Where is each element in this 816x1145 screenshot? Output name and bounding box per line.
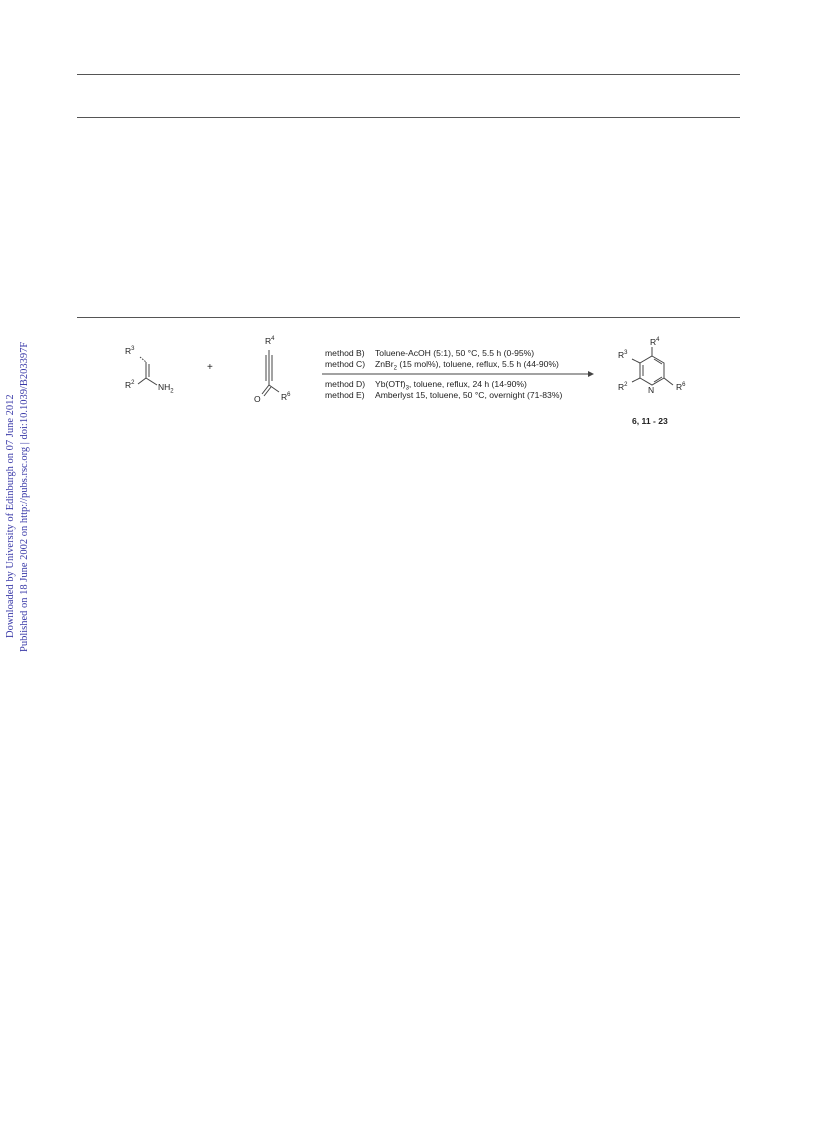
label-r4-ynone: $R^4$ (265, 336, 275, 346)
label-r3-product: $R^3$ (618, 350, 628, 360)
condition-method-e: method E) Amberlyst 15, toluene, 50 °C, overnight (71-83%) (325, 390, 563, 400)
ynone-structure (262, 350, 279, 396)
label-r2-left: $R^2$ (125, 380, 135, 390)
label-r4-product: $R^4$ (650, 337, 660, 347)
compound-label: 6, 11 - 23 (632, 416, 668, 426)
table-bottom-rule (77, 317, 740, 318)
label-r3-left: $R^3$ (125, 346, 135, 356)
label-oxygen: O (254, 394, 261, 404)
header-rule (77, 117, 740, 118)
pyridine-structure (632, 347, 673, 385)
sidebar-published-line[interactable]: Published on 18 June 2002 on http://pubs.rsc.org | doi:10.1039/B203397F (19, 341, 30, 652)
condition-method-d: method D) $Yb(OTf)_3$, toluene, reflux, 24 h (14-90%) (325, 379, 527, 392)
enamine-structure (138, 357, 157, 385)
download-sidebar (2, 340, 36, 660)
top-rule (77, 74, 740, 75)
sidebar-download-line: Downloaded by University of Edinburgh on 07 June 2012 (5, 394, 16, 638)
label-nh2: $NH_2$ (158, 382, 174, 395)
label-r2-product: $R^2$ (618, 382, 628, 392)
label-r6-product: $R^6$ (676, 382, 686, 392)
condition-method-b: method B) Toluene-AcOH (5:1), 50 °C, 5.5 h (0-95%) (325, 348, 535, 358)
plus-sign: + (207, 362, 213, 373)
reaction-scheme (100, 330, 720, 440)
label-r6-ynone: $R^6$ (281, 392, 291, 402)
label-nitrogen: N (648, 385, 655, 395)
condition-method-c: method C) ZnBr$_2$ (15 mol%), toluene, reflux, 5.5 h (44-90%) (325, 359, 559, 372)
